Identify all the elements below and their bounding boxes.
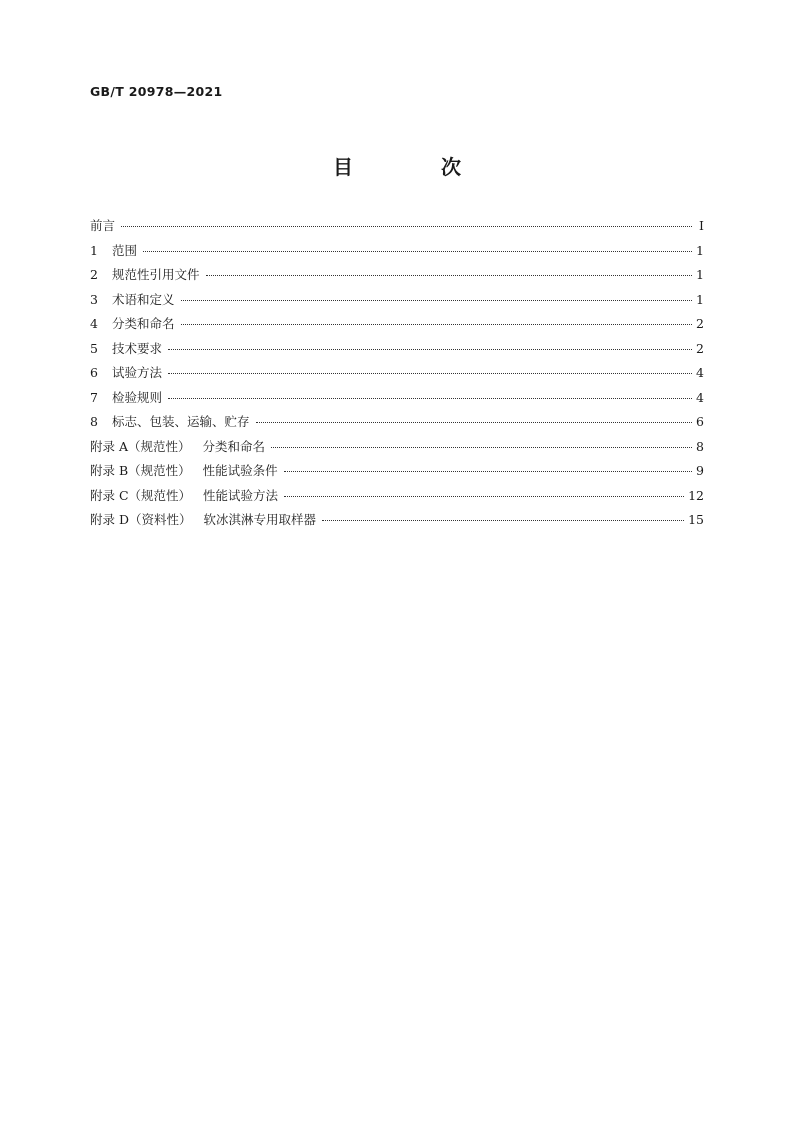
toc-entry-page: 1 (696, 242, 704, 258)
toc-dot-leader (284, 496, 684, 497)
toc-entry-4[interactable] (90, 314, 704, 339)
toc-entry-2[interactable] (90, 265, 704, 290)
toc-entry-page: 12 (688, 487, 704, 503)
toc-dot-leader (256, 422, 692, 423)
toc-entry-label: 软冰淇淋专用取样器 (203, 512, 317, 527)
toc-dot-leader (168, 398, 692, 399)
toc-entry-page: 6 (696, 414, 704, 429)
table-of-contents (90, 216, 704, 535)
toc-entry-3[interactable] (90, 290, 704, 315)
toc-entry-label: 前言 (90, 218, 116, 233)
toc-entry-label: 技术要求 (112, 340, 163, 356)
toc-entry-number: 3 (90, 291, 98, 307)
standard-code: GB/T 20978—2021 (90, 84, 223, 99)
toc-dot-leader (121, 226, 692, 227)
toc-dot-leader (181, 324, 692, 325)
toc-dot-leader (322, 520, 684, 521)
toc-entry-number: 7 (90, 389, 98, 405)
toc-entry-annex-b[interactable] (90, 461, 704, 486)
toc-entry-8[interactable] (90, 412, 704, 437)
toc-entry-5[interactable] (90, 339, 704, 364)
toc-entry-page: 1 (696, 291, 704, 307)
toc-entry-label: 分类和命名 (202, 438, 266, 454)
toc-entry-7[interactable] (90, 388, 704, 413)
toc-entry-page: 9 (696, 463, 704, 478)
toc-entry-page: 2 (696, 316, 704, 331)
toc-annex-designation: 附录 B（规范性） (90, 463, 191, 478)
toc-entry-annex-a[interactable] (90, 437, 704, 462)
toc-entry-annex-d[interactable] (90, 510, 704, 535)
toc-entry-label: 范围 (112, 242, 138, 258)
toc-dot-leader (271, 447, 692, 448)
toc-entry-page: 1 (696, 267, 704, 282)
toc-dot-leader (168, 349, 692, 350)
toc-dot-leader (143, 251, 692, 252)
toc-entry-number: 1 (90, 242, 98, 258)
toc-entry-label: 术语和定义 (112, 291, 175, 307)
toc-entry-annex-c[interactable] (90, 486, 704, 511)
toc-entry-label: 试验方法 (112, 365, 163, 380)
toc-entry-number: 5 (90, 340, 98, 356)
toc-dot-leader (181, 300, 692, 301)
toc-entry-label: 规范性引用文件 (112, 267, 200, 282)
toc-entry-foreword[interactable] (90, 216, 704, 241)
toc-entry-page: Ⅰ (699, 218, 704, 233)
toc-entry-page: 8 (696, 438, 704, 454)
page-title: 目 次 (333, 155, 495, 179)
toc-entry-label: 标志、包装、运输、贮存 (112, 414, 250, 429)
toc-annex-designation: 附录 D（资料性） (90, 512, 192, 527)
toc-entry-number: 6 (90, 365, 98, 380)
toc-dot-leader (168, 373, 692, 374)
toc-entry-label: 检验规则 (112, 389, 163, 405)
toc-entry-label: 分类和命名 (112, 316, 175, 331)
toc-entry-page: 15 (688, 512, 704, 527)
toc-annex-designation: 附录 A（规范性） (90, 438, 191, 454)
toc-entry-number: 8 (90, 414, 98, 429)
toc-entry-6[interactable] (90, 363, 704, 388)
toc-dot-leader (284, 471, 692, 472)
toc-entry-page: 4 (696, 365, 704, 380)
toc-entry-number: 4 (90, 316, 98, 331)
toc-annex-designation: 附录 C（规范性） (90, 487, 192, 503)
toc-entry-page: 2 (696, 340, 704, 356)
toc-entry-page: 4 (696, 389, 704, 405)
toc-entry-label: 性能试验条件 (202, 463, 278, 478)
toc-entry-1[interactable] (90, 241, 704, 266)
toc-dot-leader (206, 275, 692, 276)
toc-entry-label: 性能试验方法 (203, 487, 279, 503)
toc-entry-number: 2 (90, 267, 98, 282)
